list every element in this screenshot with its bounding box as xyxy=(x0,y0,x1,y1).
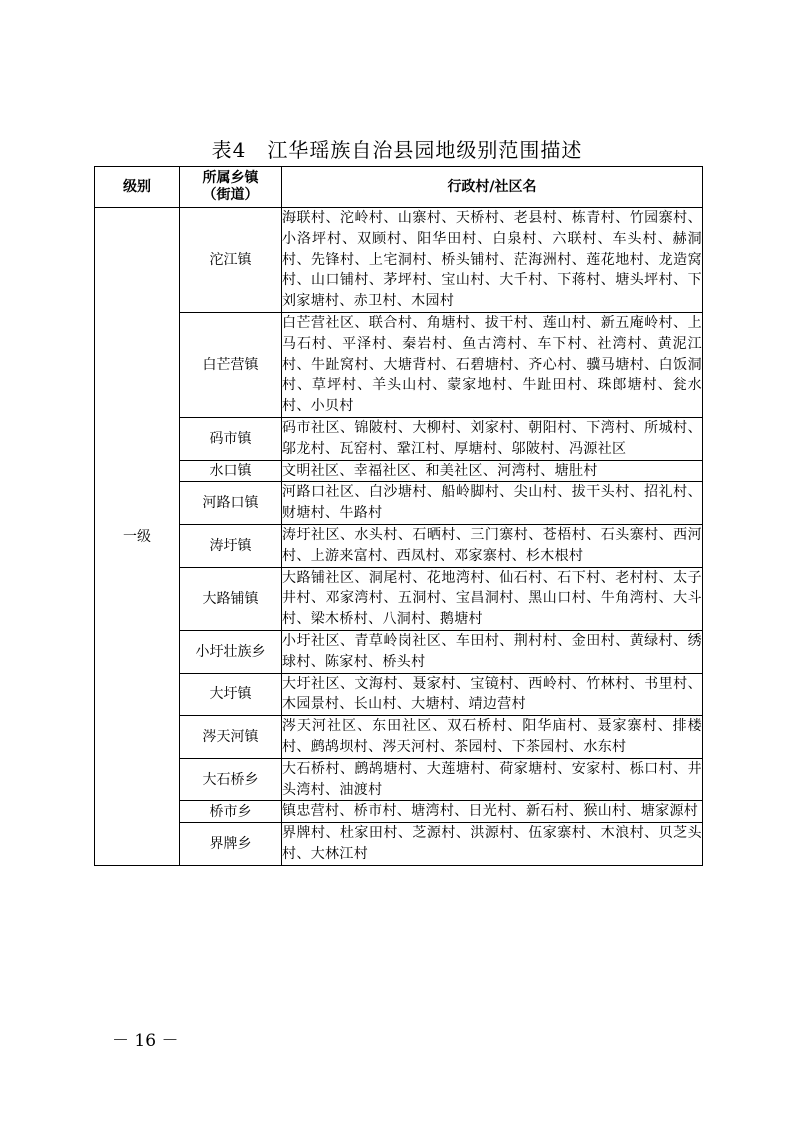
town-cell: 界牌乡 xyxy=(180,823,282,866)
header-town-line2: （街道） xyxy=(202,187,259,203)
table-row xyxy=(95,482,703,525)
town-cell: 大石桥乡 xyxy=(180,758,282,801)
header-villages: 行政村/社区名 xyxy=(282,167,703,208)
table-row xyxy=(95,524,703,567)
villages-cell: 码市社区、锦陂村、大柳村、刘家村、朝阳村、下湾村、所城村、邬龙村、瓦窑村、鞏江村、厚塘村、邬陂村、冯源社区 xyxy=(282,417,703,460)
villages-cell: 小圩社区、青草岭岗社区、车田村、荆村村、金田村、黄绿村、绣球村、陈家村、桥头村 xyxy=(282,630,703,673)
town-cell: 水口镇 xyxy=(180,460,282,482)
table-row xyxy=(95,716,703,759)
villages-cell: 镇忠营村、桥市村、塘湾村、日光村、新石村、猴山村、塘家源村 xyxy=(282,801,703,823)
table-title: 表4 江华瑶族自治县园地级别范围描述 xyxy=(211,138,583,162)
header-town xyxy=(180,167,282,208)
town-cell: 涛圩镇 xyxy=(180,524,282,567)
table-row xyxy=(95,417,703,460)
town-cell: 大路铺镇 xyxy=(180,567,282,630)
villages-cell: 涛圩社区、水头村、石晒村、三门寨村、苍梧村、石头寨村、西河村、上游来富村、西凤村、邓家寨村、杉木根村 xyxy=(282,524,703,567)
table-row xyxy=(95,823,703,866)
villages-cell: 涔天河社区、东田社区、双石桥村、阳华庙村、聂家寨村、排楼村、鹧鸪坝村、涔天河村、茶园村、下茶园村、水东村 xyxy=(282,716,703,759)
table-row xyxy=(95,460,703,482)
table-row xyxy=(95,208,703,313)
villages-cell: 界牌村、杜家田村、芝源村、洪源村、伍家寨村、木浪村、贝芝头村、大林江村 xyxy=(282,823,703,866)
villages-cell: 大圩社区、文海村、聂家村、宝镜村、西岭村、竹林村、书里村、木园景村、长山村、大塘村、靖边营村 xyxy=(282,673,703,716)
town-cell: 涔天河镇 xyxy=(180,716,282,759)
table-row xyxy=(95,312,703,417)
page-number: － 16 － xyxy=(112,1031,179,1051)
town-cell: 桥市乡 xyxy=(180,801,282,823)
villages-cell: 大路铺社区、洞尾村、花地湾村、仙石村、石下村、老村村、太子井村、邓家湾村、五洞村、宝昌洞村、黑山口村、牛角湾村、大斗村、梁木桥村、八洞村、鹅塘村 xyxy=(282,567,703,630)
villages-cell: 文明社区、幸福社区、和美社区、河湾村、塘肚村 xyxy=(282,460,703,482)
town-cell: 河路口镇 xyxy=(180,482,282,525)
table-row xyxy=(95,758,703,801)
villages-cell: 河路口社区、白沙塘村、船岭脚村、尖山村、拔干头村、招礼村、财塘村、牛路村 xyxy=(282,482,703,525)
header-level: 级别 xyxy=(95,167,180,208)
table-row xyxy=(95,567,703,630)
table-body xyxy=(95,208,703,866)
town-cell: 码市镇 xyxy=(180,417,282,460)
grading-table xyxy=(94,166,703,866)
villages-cell: 大石桥村、鹧鸪塘村、大莲塘村、荷家塘村、安家村、栎口村、井头湾村、油渡村 xyxy=(282,758,703,801)
town-cell: 白芒营镇 xyxy=(180,312,282,417)
table-row xyxy=(95,630,703,673)
villages-cell: 海联村、沱岭村、山寨村、天桥村、老县村、栋青村、竹园寨村、小洛坪村、双顾村、阳华田村、白泉村、六联村、车头村、赫洞村、先锋村、上宅洞村、桥头铺村、茫海洲村、莲花地村、龙造窝村、山口铺村、茅坪村、宝山村、大千村、下蒋村、塘头坪村、下刘家塘村、赤卫村、木园村 xyxy=(282,208,703,313)
table-header-row xyxy=(95,167,703,208)
header-town-line1: 所属乡镇 xyxy=(202,170,259,186)
villages-cell: 白芒营社区、联合村、角塘村、拔干村、莲山村、新五庵岭村、上马石村、平泽村、秦岩村、鱼古湾村、车下村、社湾村、黄泥江村、牛趾窝村、大塘背村、石碧塘村、齐心村、骥马塘村、白饭洞村、草坪村、羊头山村、蒙家地村、牛趾田村、珠郎塘村、瓮水村、小贝村 xyxy=(282,312,703,417)
town-cell: 大圩镇 xyxy=(180,673,282,716)
level-cell: 一级 xyxy=(95,208,180,866)
table-row xyxy=(95,673,703,716)
town-cell: 沱江镇 xyxy=(180,208,282,313)
town-cell: 小圩壮族乡 xyxy=(180,630,282,673)
table-row xyxy=(95,801,703,823)
